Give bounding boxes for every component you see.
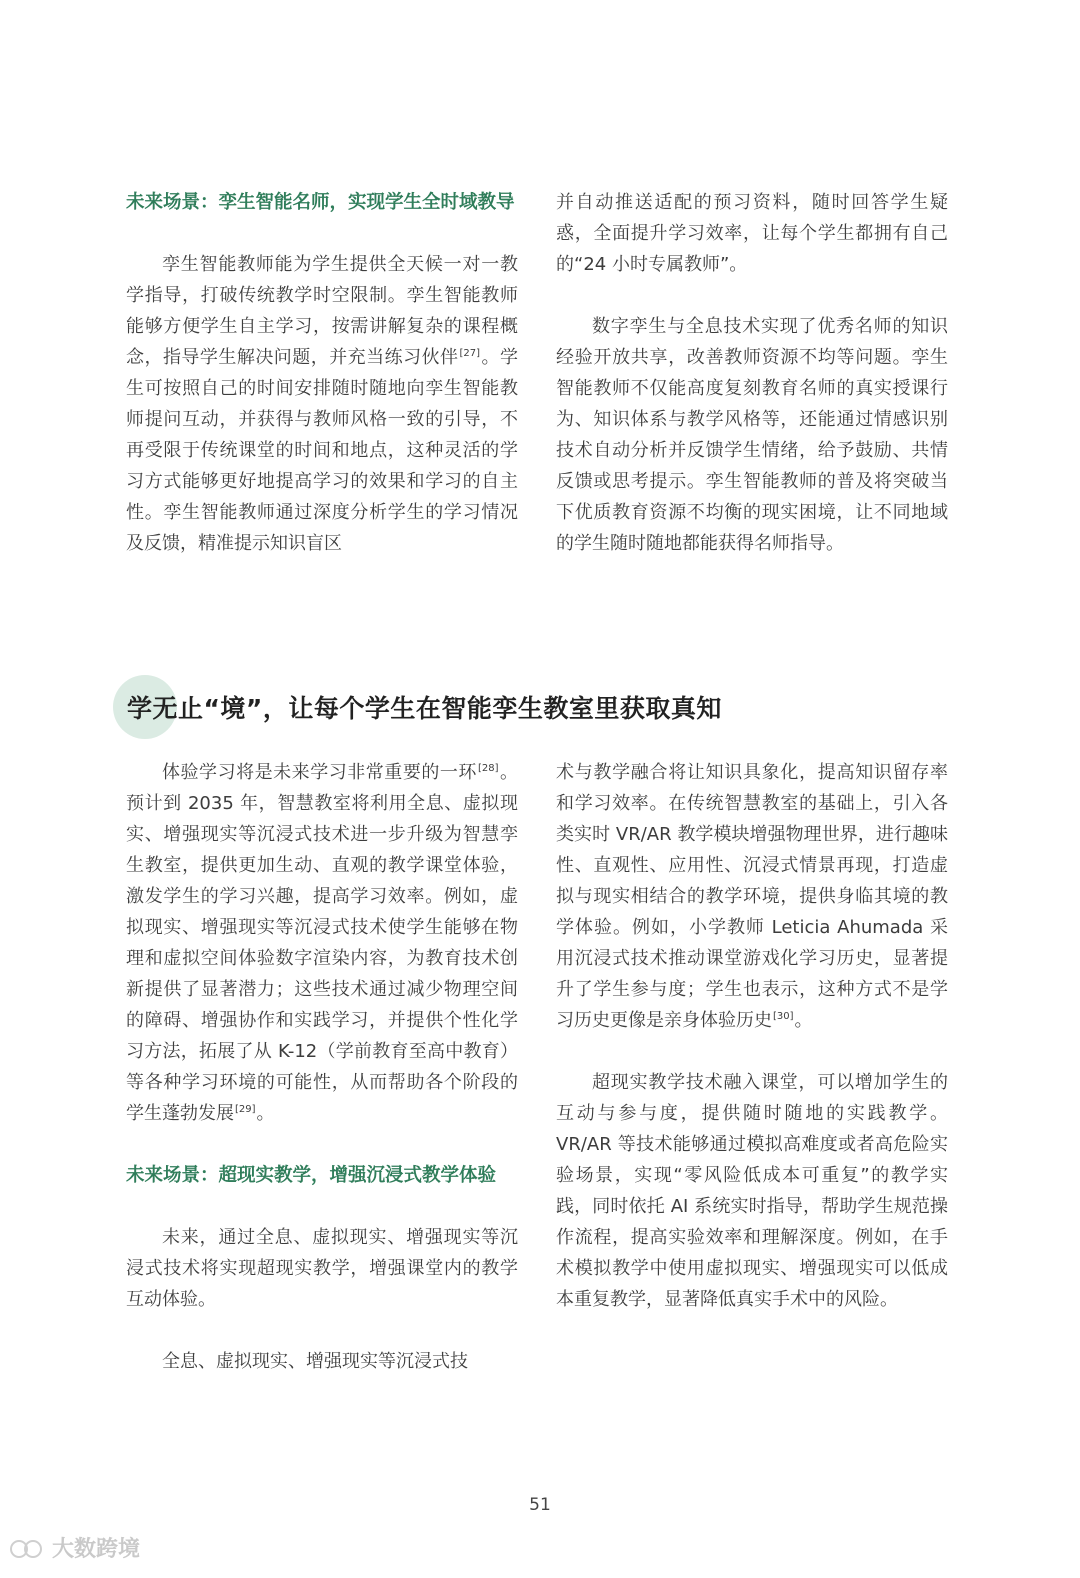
paragraph-experience-learning: 体验学习将是未来学习非常重要的一环[28]。预计到 2035 年，智慧教室将利用全息、虚拟现实、增强现实等沉浸式技术进一步升级为智慧孪生教室，提供更加生动、直观的教学课堂体验，激发学生的学习兴趣，提高学习效率。例如，虚拟现实、增强现实等沉浸式技术使学生能够在物理和虚拟空间体验数字渲染内容，为教育技术创新提供了显著潜力；这些技术通过减少物理空间的障碍、增强协作和实践学习，并提供个性化学习方法，拓展了从 K-12（学前教育至高中教育）等各种学习环境的可能性，从而帮助各个阶段的学生蓬勃发展[29]。: [126, 762, 519, 1124]
subheading-twin-teacher: 未来场景：孪生智能名师，实现学生全时域教导: [126, 192, 515, 213]
top-left-column: [126, 187, 518, 559]
bottom-right-column: [556, 757, 948, 1315]
paragraph-future-immersive: 未来，通过全息、虚拟现实、增强现实等沉浸式技术将实现超现实教学，增强课堂内的教学互动体验。: [126, 1227, 518, 1310]
watermark-text: 大数跨境: [52, 1537, 141, 1562]
watermark-logo-icon: [10, 1537, 46, 1559]
page-number: 51: [529, 1495, 551, 1515]
top-right-column: [556, 187, 948, 559]
paragraph-knowledge-visualization: 术与教学融合将让知识具象化，提高知识留存率和学习效率。在传统智慧教室的基础上，引入各类实时 VR/AR 教学模块增强物理世界，进行趣味性、直观性、应用性、沉浸式情景再现，打造虚拟与现实相结合的教学环境，提供身临其境的教学体验。例如，小学教师 Leticia Ahumada 采用沉浸式技术推动课堂游戏化学习历史，显著提升了学生参与度；学生也表示，这种方式不是学习历史更像是亲身体验历史[30]。: [556, 762, 948, 1031]
subheading-surreal-teaching: 未来场景：超现实教学，增强沉浸式教学体验: [126, 1165, 497, 1186]
citation-28: [28]: [477, 763, 499, 774]
paragraph-immersive-tech: 全息、虚拟现实、增强现实等沉浸式技: [162, 1351, 468, 1372]
citation-27: [27]: [459, 348, 481, 359]
section-heading-text: 学无止“境”，让每个学生在智能孪生教室里获取真知: [127, 694, 722, 723]
citation-29: [29]: [235, 1104, 256, 1115]
paragraph-continued: 并自动推送适配的预习资料，随时回答学生疑惑，全面提升学习效率，让每个学生都拥有自己的“24 小时专属教师”。: [556, 192, 948, 275]
paragraph-surreal-tech-classroom: 超现实教学技术融入课堂，可以增加学生的互动与参与度，提供随时随地的实践教学。VR/AR 等技术能够通过模拟高难度或者高危险实验场景，实现“零风险低成本可重复”的教学实践，同时依托 AI 系统实时指导，帮助学生规范操作流程，提高实验效率和理解深度。例如，在手术模拟教学中使用虚拟现实、增强现实可以低成本重复教学，显著降低真实手术中的风险。: [556, 1072, 948, 1310]
bottom-left-column: [126, 757, 518, 1377]
paragraph-twin-teacher: 孪生智能教师能为学生提供全天候一对一教学指导，打破传统教学时空限制。孪生智能教师能够方便学生自主学习，按需讲解复杂的课程概念，指导学生解决问题，并充当练习伙伴[27]。学生可按照自己的时间安排随时随地向孪生智能教师提问互动，并获得与教师风格一致的引导，不再受限于传统课堂的时间和地点，这种灵活的学习方式能够更好地提高学习的效果和学习的自主性。孪生智能教师通过深度分析学生的学习情况及反馈，精准提示知识盲区: [126, 254, 519, 554]
section-heading: [113, 675, 722, 739]
watermark: [10, 1532, 140, 1563]
citation-30: [30]: [773, 1011, 794, 1022]
paragraph-digital-twin-holography: 数字孪生与全息技术实现了优秀名师的知识经验开放共享，改善教师资源不均等问题。孪生智能教师不仅能高度复刻教育名师的真实授课行为、知识体系与教学风格等，还能通过情感识别技术自动分析并反馈学生情绪，给予鼓励、共情反馈或思考提示。孪生智能教师的普及将突破当下优质教育资源不均衡的现实困境，让不同地域的学生随时随地都能获得名师指导。: [556, 316, 948, 554]
